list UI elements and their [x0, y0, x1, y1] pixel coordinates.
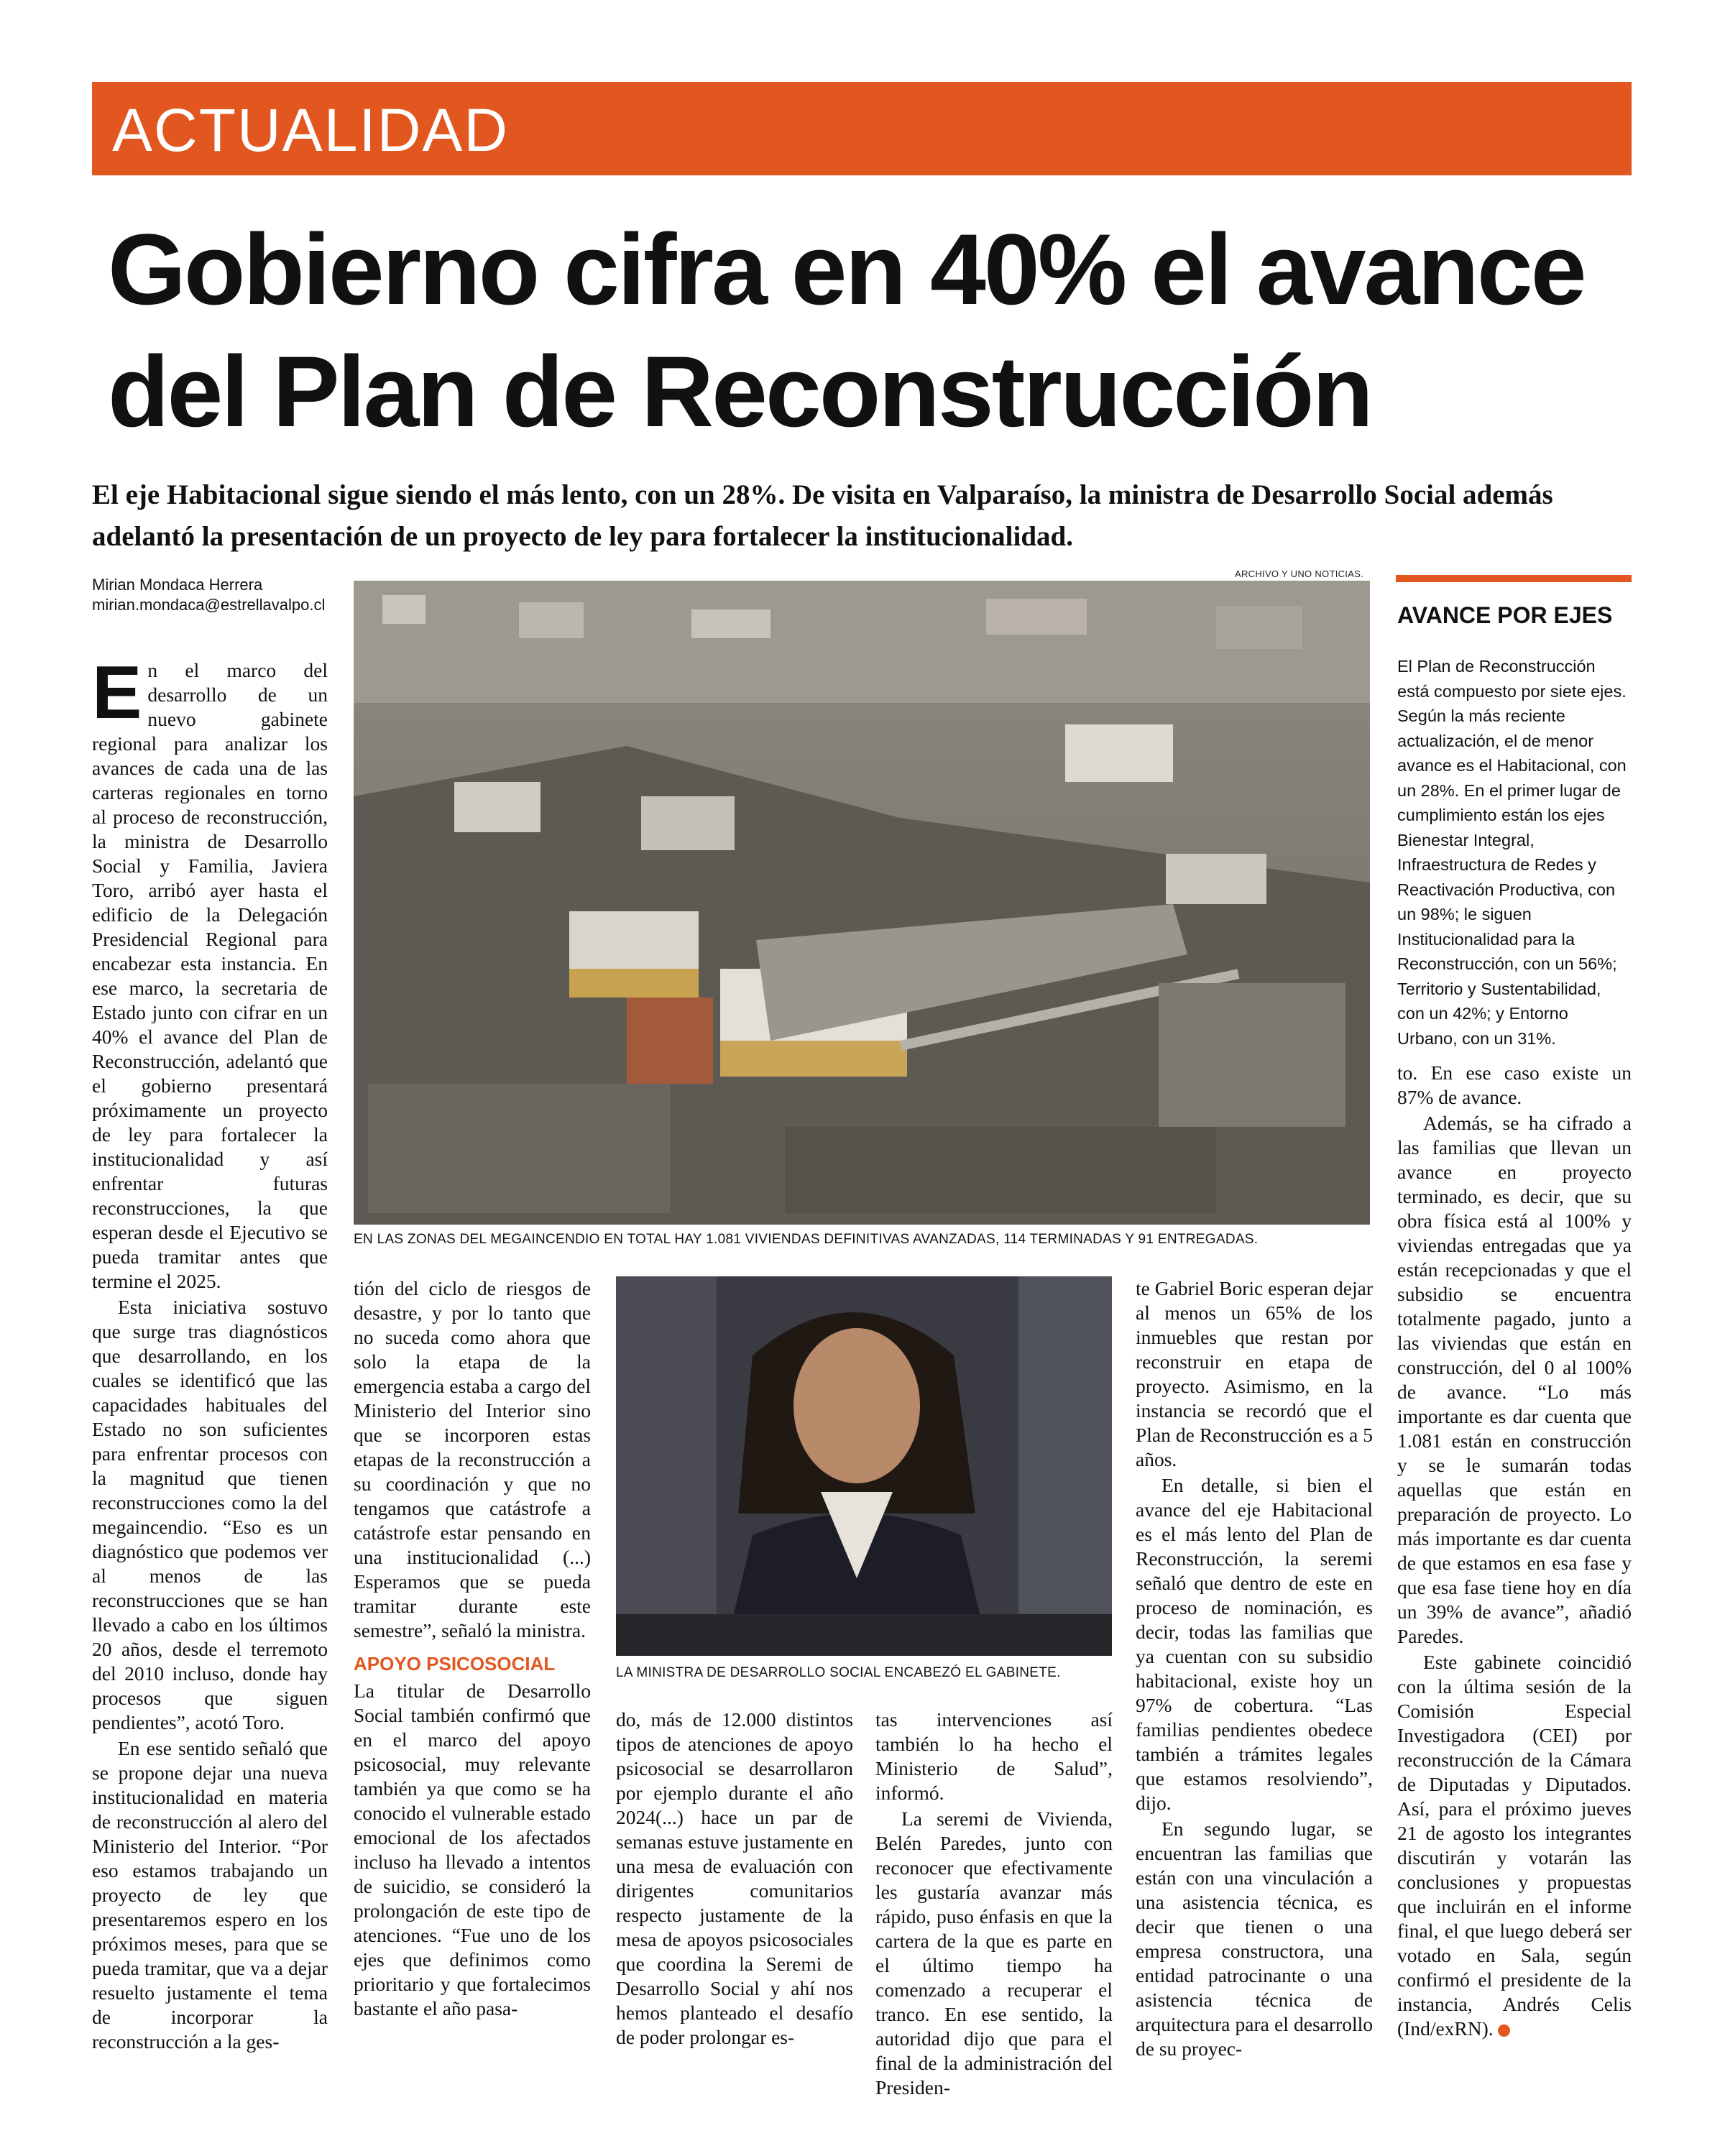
article-paragraph: do, más de 12.000 distintos tipos de atenciones de apoyo psicosocial se desarrollaron por ejemplo durante el año 2024(...) hace un par de semanas estuve justamente en una mesa de evaluación con dirigentes comunitarios respecto justamente de la mesa de apoyos psicosociales que coordina la Seremi de Desarrollo Social y ahí nos hemos planteado el desafío de poder prolongar es-: [616, 1708, 853, 2048]
article-paragraph: te Gabriel Boric esperan dejar al menos un 65% de los inmuebles que restan por reconstruir en etapa de proyecto. Asimismo, en la instancia se recordó que el Plan de Reconstrucción es a 5 años.: [1136, 1277, 1373, 1470]
headline: Gobierno cifra en 40% el avance del Plan de Reconstrucción: [108, 213, 1585, 448]
aerial-photo: [354, 581, 1370, 1225]
byline: [92, 575, 336, 615]
article-paragraph: En ese sentido señaló que se propone dejar una nueva institucionalidad en materia de reconstrucción al alero del Ministerio del Interior. “Por eso estamos trabajando un proyecto de ley que presentaremos espero en los próximos meses, para que se pueda tramitar, que va a dejar resuelto justamente el tema de incorporar la reconstrucción a la ges-: [92, 1737, 328, 2053]
article-paragraph: En segundo lugar, se encuentran las familias que están con una vinculación a una asistencia técnica, es decir que tienen o una empresa constructora, una entidad patrocinante o una asistencia técnica de arquitectura para el desarrollo de su proyec-: [1136, 1818, 1373, 2060]
dropcap: E: [92, 651, 142, 734]
article-column-1: [92, 651, 328, 2055]
paragraph-text: Este gabinete coincidió con la última sesión de la Comisión Especial Investigadora (CEI) por reconstrucción de la Cámara de Diputadas y Diputados. Así, para el próximo jueves 21 de agosto los integrantes discutirán y votarán las conclusiones y propuestas que incluirán en el informe final, el que luego deberá ser votado en Sala, según confirmó el presidente de la instancia, Andrés Celis (Ind/exRN).: [1397, 1651, 1632, 2040]
article-column-3: [616, 1708, 853, 2051]
end-mark-icon: [1498, 2024, 1510, 2037]
byline-email[interactable]: mirian.mondaca@estrellavalpo.cl: [92, 596, 326, 614]
article-paragraph: [1397, 1650, 1632, 2041]
article-column-2: [354, 1276, 591, 2022]
subhead: APOYO PSICOSOCIAL: [354, 1653, 556, 1674]
minister-photo-caption: LA MINISTRA DE DESARROLLO SOCIAL ENCABEZÓ EL GABINETE.: [616, 1665, 1061, 1680]
sidebar-title: AVANCE POR EJES: [1397, 602, 1613, 628]
article-paragraph: Además, se ha cifrado a las familias que llevan un avance en proyecto terminado, es decir, que su obra física está al 100% y viviendas entregadas que ya están recepcionadas y que el subsidio se encuentra totalmente pagado, junto a las viviendas que están en construcción, del 0 al 100% de avance. “Lo más importante es dar cuenta que 1.081 están en construcción y se le sumarán todas aquellas que están en preparación de proyecto. Lo más importante es dar cuenta de que estamos en esa fase y que esa fase tiene hoy en día un 39% de avance”, añadió Paredes.: [1397, 1112, 1632, 1647]
sidebar-rule: [1396, 575, 1632, 582]
article-paragraph: Esta iniciativa sostuvo que surge tras diagnósticos que desarrollando, en los cuales se identificó que las capacidades habituales del Estado no son suficientes para enfrentar procesos con la magnitud que tienen reconstrucciones como la del megaincendio. “Eso es un diagnóstico que podemos ver al menos de las reconstrucciones que se han llevado a cabo en los últimos 20 años, desde el terremoto del 2010 incluso, donde hay procesos que siguen pendientes”, acotó Toro.: [92, 1296, 328, 1733]
paragraph-text: n el marco del desarrollo de un nuevo gabinete regional para analizar los avances de cada una de las carteras regionales en torno al proceso de reconstrucción, la ministra de Desarrollo Social y Familia, Javiera Toro, arribó ayer hasta el edificio de la Delegación Presidencial Regional para encabezar esta instancia. En ese marco, la secretaria de Estado junto con cifrar en un 40% el avance del Plan de Reconstrucción, adelantó que el gobierno presentará próximamente un proyecto de ley para fortalecer la institucionalidad y así enfrentar futuras reconstrucciones, la que esperan desde el Ejecutivo se pueda tramitar antes que termine el 2025.: [92, 659, 328, 1292]
article-paragraph: La seremi de Vivienda, Belén Paredes, junto con reconocer que efectivamente les gustaría avanzar más rápido, puso énfasis en que la cartera de la que es parte en el último tiempo ha comenzado a recuperar el tranco. En ese sentido, la autoridad dijo que para el final de la administración del Presiden-: [875, 1807, 1113, 2099]
photo-credit: ARCHIVO Y UNO NOTICIAS.: [1235, 568, 1364, 579]
article-paragraph: [92, 651, 328, 1294]
byline-name: Mirian Mondaca Herrera: [92, 576, 263, 594]
article-paragraph: to. En ese caso existe un 87% de avance.: [1397, 1061, 1632, 1108]
section-label: ACTUALIDAD: [112, 96, 510, 164]
article-paragraph: En detalle, si bien el avance del eje Habitacional es el más lento del Plan de Reconstrucción, la seremi señaló que dentro de este en proceso de nominación, es decir, todas las familias que ya cuentan con su subsidio habitacional, existe hoy un 97% de cobertura. “Las familias pendientes obedece también a trámites legales que estamos resolviendo”, dijo.: [1136, 1474, 1373, 1814]
article-column-6: [1397, 1061, 1632, 2042]
aerial-photo-caption: EN LAS ZONAS DEL MEGAINCENDIO EN TOTAL HAY 1.081 VIVIENDAS DEFINITIVAS AVANZADAS, 114 TERMINADAS Y 91 ENTREGADAS.: [354, 1232, 1259, 1247]
article-column-5: [1136, 1276, 1373, 2063]
aerial-photo-image: [354, 581, 1370, 1225]
minister-photo-image: [616, 1276, 1112, 1656]
article-paragraph: tión del ciclo de riesgos de desastre, y por lo tanto que no suceda como ahora que solo la etapa de la emergencia estaba a cargo del Ministerio del Interior sino que se incorporen estas etapas de la reconstrucción a su coordinación y que no tengamos que catástrofe a catástrofe estar pensando en una institucionalidad (...) Esperamos que se pueda tramitar durante este semestre”, señaló la ministra.: [354, 1277, 591, 1641]
article-column-4: [875, 1708, 1113, 2101]
article-paragraph: tas intervenciones así también lo ha hecho el Ministerio de Salud”, informó.: [875, 1708, 1113, 1804]
sidebar-text: El Plan de Reconstrucción está compuesto por siete ejes. Según la más reciente actualización, el de menor avance es el Habitacional, con un 28%. En el primer lugar de cumplimiento están los ejes Bienestar Integral, Infraestructura de Redes y Reactivación Productiva, con un 98%; le siguen Institucionalidad para la Reconstrucción, con un 56%; Territorio y Sustentabilidad, con un 42%; y Entorno Urbano, con un 31%.: [1397, 657, 1627, 1048]
article-paragraph: La titular de Desarrollo Social también confirmó que en el marco del apoyo psicosocial, muy relevante también ya que como se ha conocido el vulnerable estado emocional de los afectados incluso ha llevado a intentos de suicidio, se consideró la prolongación de este tipo de atenciones. “Fue uno de los ejes que definimos como prioritario y que fortalecimos bastante el año pasa-: [354, 1680, 591, 2019]
minister-photo: [616, 1276, 1112, 1656]
deck: El eje Habitacional sigue siendo el más lento, con un 28%. De visita en Valparaíso, la ministra de Desarrollo Social además adelantó la presentación de un proyecto de ley para fortalecer la institucionalidad.: [92, 479, 1553, 552]
